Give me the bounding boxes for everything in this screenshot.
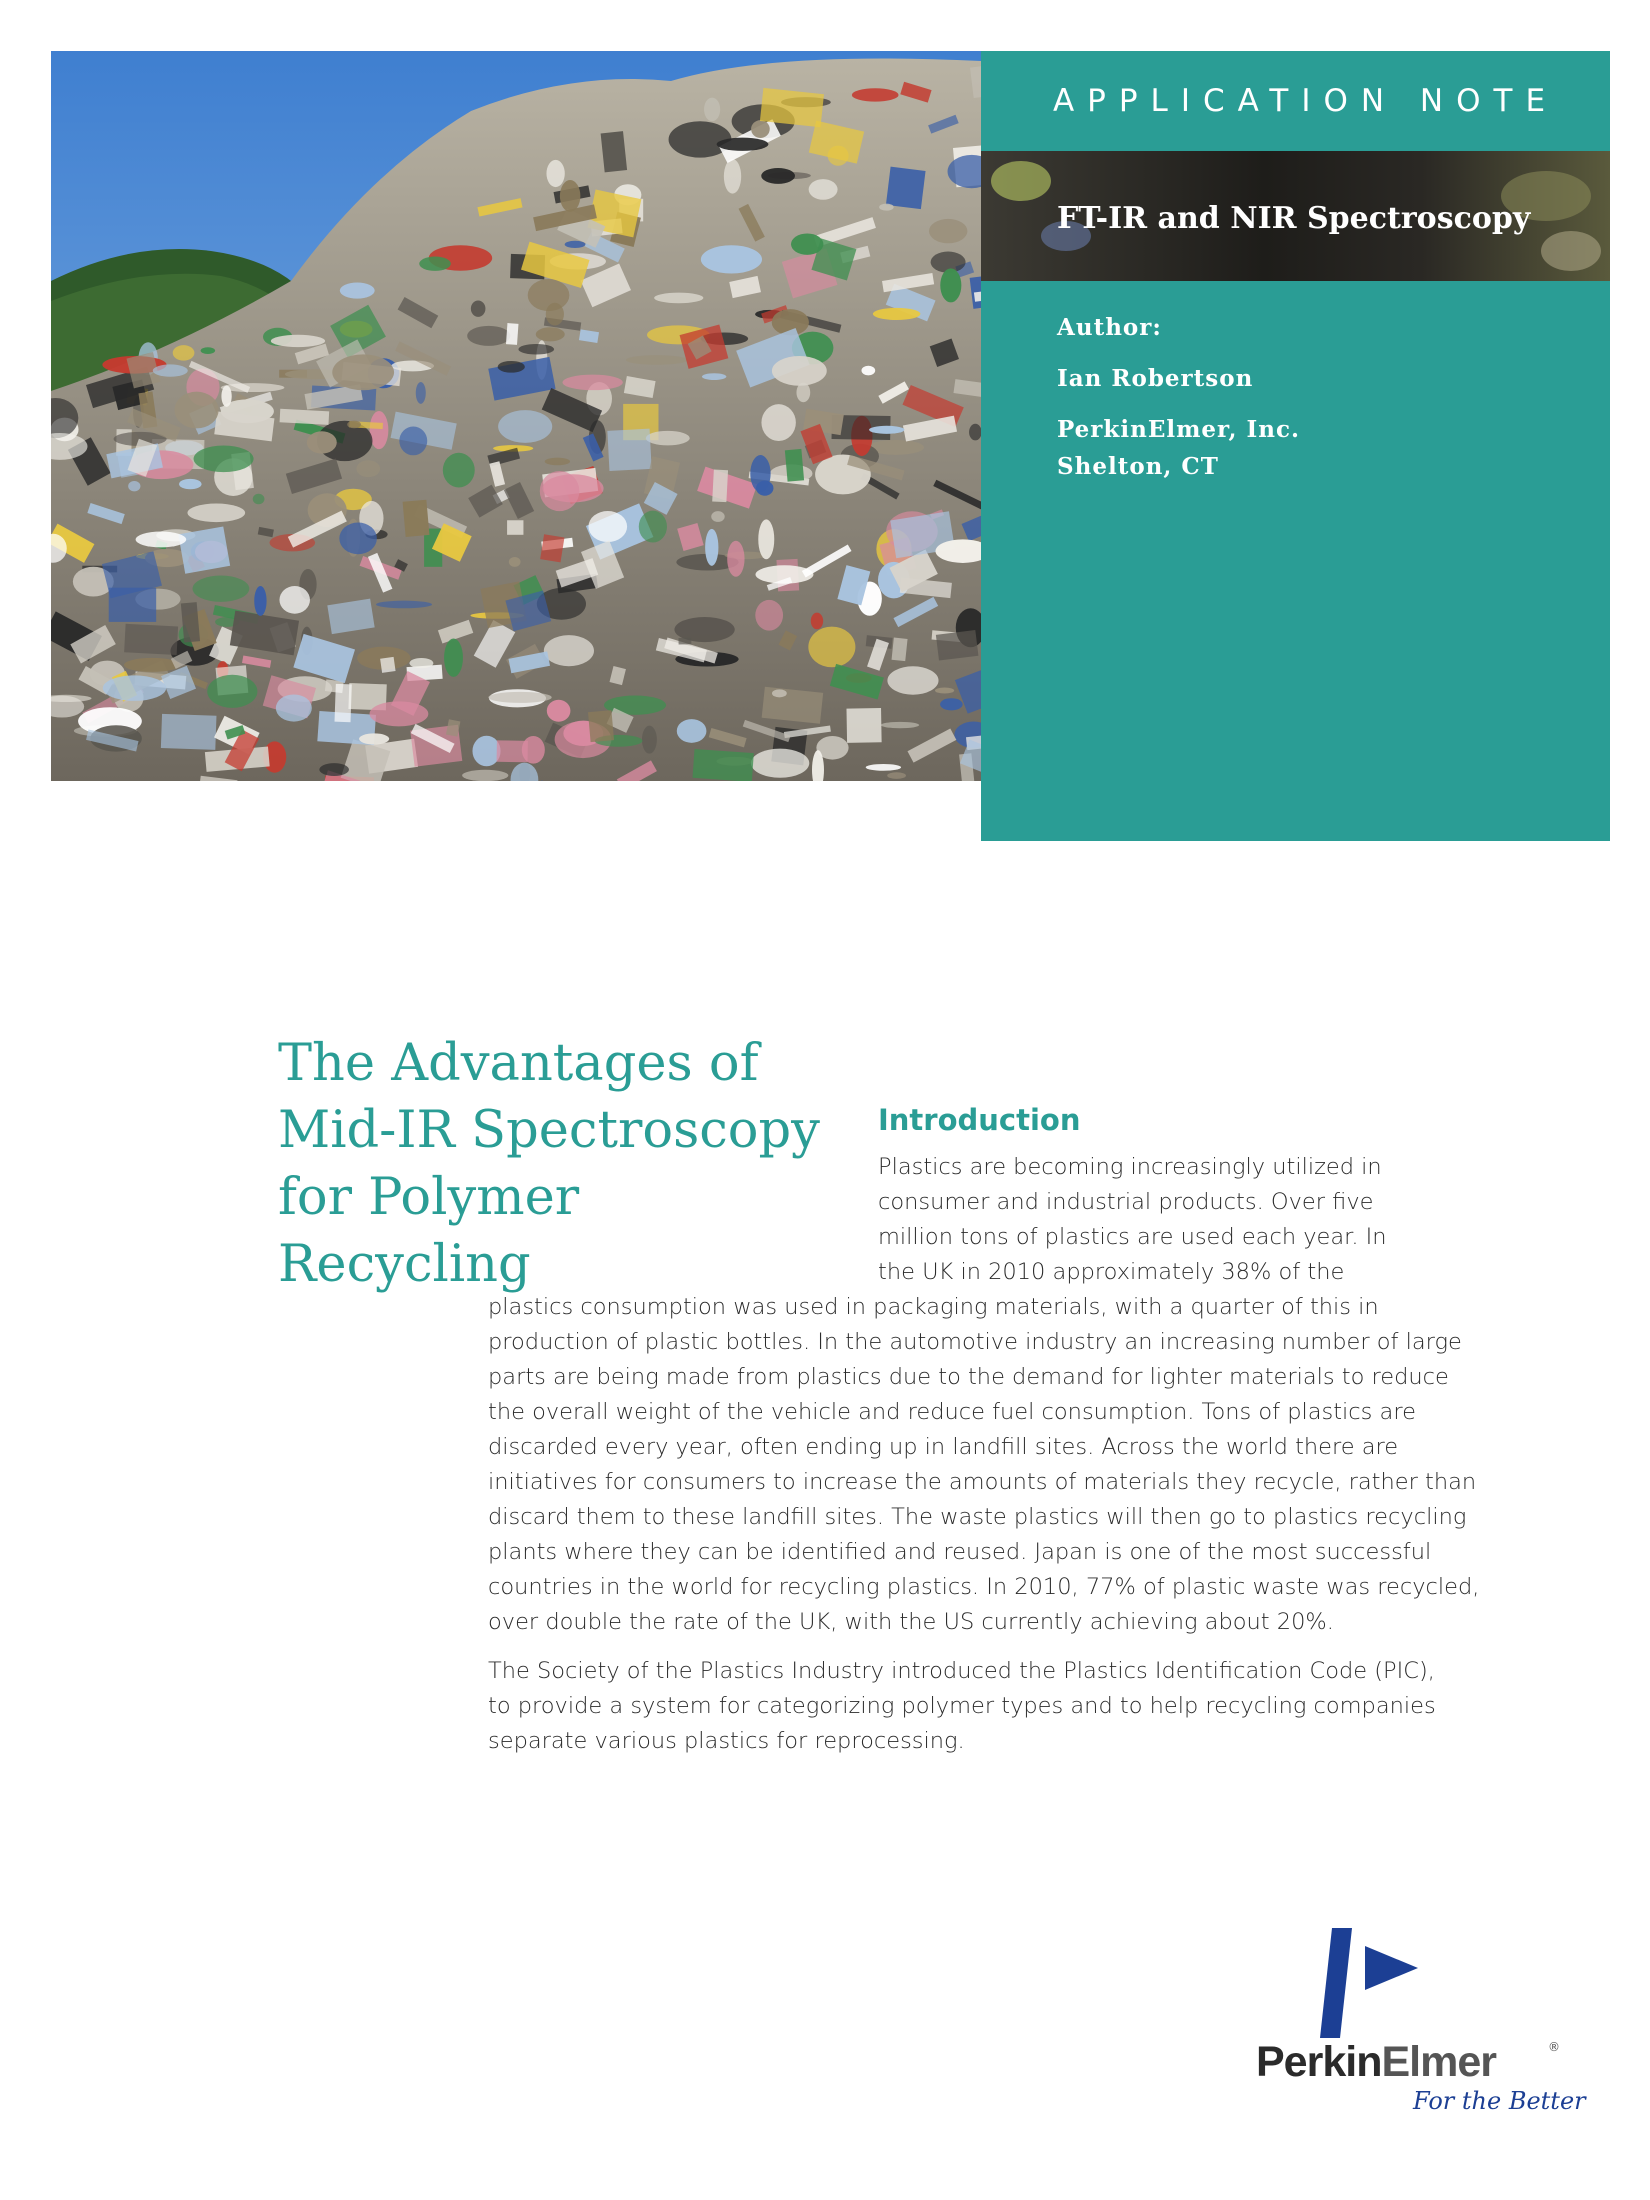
debris-piece (488, 692, 551, 703)
debris-piece (416, 382, 426, 404)
debris-piece (639, 511, 667, 543)
debris-piece (727, 541, 744, 577)
debris-piece (471, 301, 486, 317)
document-title (278, 1030, 838, 1298)
debris-piece (717, 138, 769, 151)
paragraph-line: over double the rate of the UK, with the US currently achieving about 20%. (488, 1609, 1334, 1635)
debris-piece (356, 460, 380, 477)
debris-piece (887, 666, 938, 694)
debris-piece (560, 180, 580, 212)
debris-piece (785, 449, 804, 482)
author-block (1057, 309, 1300, 485)
debris-piece (201, 347, 215, 354)
debris-piece (887, 772, 906, 779)
debris-piece (936, 630, 979, 661)
debris-piece (705, 529, 718, 566)
debris-piece (940, 698, 963, 710)
debris-piece (755, 600, 783, 631)
debris-piece (808, 627, 855, 668)
debris-piece (509, 557, 521, 567)
debris-piece (178, 526, 230, 573)
debris-piece (702, 373, 726, 380)
title-line: The Advantages of (278, 1034, 759, 1093)
paragraph-line: the UK in 2010 approximately 38% of the (878, 1259, 1345, 1285)
debris-piece (380, 657, 395, 673)
debris-piece (540, 534, 564, 562)
debris-piece (852, 88, 899, 101)
author-label: Author: (1057, 314, 1162, 341)
debris-piece (187, 503, 245, 522)
registered-mark: ® (1548, 2040, 1560, 2054)
debris-piece (221, 385, 231, 406)
debris-piece (677, 719, 707, 743)
perkinelmer-logo-icon (1310, 1928, 1420, 2038)
application-note-banner: APPLICATION NOTE (1052, 83, 1559, 119)
debris-piece (399, 426, 427, 455)
debris-piece (772, 356, 827, 386)
paragraph-line: separate various plastics for reprocessing. (488, 1728, 965, 1754)
debris-piece (761, 404, 795, 441)
debris-piece (370, 701, 429, 726)
debris-piece (332, 354, 394, 390)
author-organization: PerkinElmer, Inc. (1057, 416, 1301, 443)
debris-piece (376, 601, 432, 609)
debris-piece (761, 168, 795, 184)
debris-piece (750, 455, 770, 492)
debris-piece (760, 88, 824, 127)
debris-piece (462, 770, 508, 781)
debris-piece (704, 98, 720, 122)
paragraph-line: parts are being made from plastics due to the demand for lighter materials to reduce (488, 1364, 1449, 1390)
debris-piece (444, 639, 463, 677)
debris-piece (646, 431, 690, 446)
title-line: for Polymer Recycling (278, 1168, 580, 1294)
title-line: Mid-IR Spectroscopy (278, 1101, 820, 1160)
debris-piece (347, 421, 361, 429)
paragraph-line: The Society of the Plastics Industry introduced the Plastics Identification Code (PIC), (488, 1658, 1435, 1684)
debris-piece (271, 335, 325, 347)
debris-piece (307, 431, 337, 453)
paragraph-line: plants where they can be identified and reused. Japan is one of the most successful (488, 1539, 1432, 1565)
debris-piece (128, 481, 140, 491)
cover-photo-landfill (51, 51, 981, 781)
debris-piece (544, 635, 594, 666)
paragraph-line: million tons of plastics are used each year. In (878, 1224, 1387, 1250)
debris-piece (370, 411, 389, 449)
debris-piece (136, 532, 187, 548)
logo-tagline: For the Better (1413, 2087, 1586, 2115)
author-location: Shelton, CT (1057, 453, 1219, 480)
category-title: FT-IR and NIR Spectroscopy (1057, 201, 1531, 236)
debris-piece (472, 736, 500, 767)
debris-piece (153, 364, 188, 376)
debris-piece (506, 323, 519, 345)
paragraph-line: the overall weight of the vehicle and reduce fuel consumption. Tons of plastics are (488, 1399, 1416, 1425)
debris-piece (528, 279, 570, 311)
debris-piece (642, 726, 657, 754)
debris-piece (724, 159, 741, 194)
debris-piece (935, 687, 954, 693)
debris-piece (103, 675, 166, 701)
debris-piece (207, 675, 257, 708)
debris-piece (929, 219, 967, 243)
debris-piece (280, 409, 330, 425)
debris-piece (846, 708, 881, 743)
debris-piece (712, 470, 728, 503)
header-panel (981, 51, 1610, 841)
debris-piece (253, 494, 265, 504)
debris-piece (339, 523, 377, 555)
debris-piece (711, 511, 724, 522)
debris-piece (124, 624, 178, 655)
debris-piece (758, 519, 774, 559)
debris-piece (254, 586, 266, 616)
debris-piece (565, 241, 586, 248)
debris-piece (543, 474, 604, 502)
paragraph-line: plastics consumption was used in packaging materials, with a quarter of this in (488, 1294, 1379, 1320)
author-name: Ian Robertson (1057, 365, 1254, 392)
debris-piece (179, 479, 202, 489)
debris-piece (869, 426, 904, 434)
debris-piece (562, 375, 622, 391)
debris-piece (809, 179, 838, 200)
paragraph-line: Plastics are becoming increasingly utilized in (878, 1154, 1382, 1180)
debris-piece (174, 392, 218, 429)
debris-piece (276, 694, 312, 721)
debris-piece (536, 327, 565, 341)
debris-piece (588, 710, 614, 742)
debris-piece (886, 167, 926, 209)
debris-piece (161, 714, 217, 750)
debris-piece (751, 749, 809, 778)
debris-piece (772, 689, 787, 697)
debris-piece (497, 740, 528, 762)
debris-piece (547, 700, 571, 722)
logo-perkin: Perkin (1256, 2038, 1382, 2086)
debris-piece (607, 429, 651, 471)
debris-piece (751, 120, 770, 138)
debris-piece (279, 586, 310, 614)
debris-piece (861, 366, 875, 376)
debris-piece (626, 355, 688, 365)
debris-piece (518, 344, 554, 355)
logo-elmer: Elmer (1381, 2038, 1496, 2086)
debris-piece (335, 684, 352, 722)
debris-piece (403, 500, 430, 537)
debris-piece (892, 638, 908, 662)
debris-piece (545, 458, 570, 466)
debris-piece (409, 658, 433, 668)
debris-piece (340, 283, 375, 299)
debris-piece (498, 361, 525, 373)
debris-piece (811, 613, 823, 630)
debris-piece (319, 763, 349, 776)
paragraph-line: initiatives for consumers to increase the amounts of materials they recycle, rather than (488, 1469, 1477, 1495)
debris-piece (194, 446, 254, 473)
debris-piece (654, 293, 703, 304)
paragraph-line: consumer and industrial products. Over five (878, 1189, 1374, 1215)
debris-piece (467, 326, 510, 346)
debris-piece (173, 345, 195, 361)
debris-piece (359, 733, 389, 744)
paragraph-line: to provide a system for categorizing polymer types and to help recycling companies (488, 1693, 1436, 1719)
debris-piece (443, 453, 475, 488)
debris-piece (866, 764, 901, 771)
debris-piece (692, 749, 753, 781)
logo-wordmark (1256, 2038, 1496, 2087)
debris-piece (678, 638, 691, 645)
paragraph-line: discard them to these landfill sites. The waste plastics will then go to plastics recycling (488, 1504, 1467, 1530)
debris-piece (701, 245, 762, 273)
debris-piece (601, 131, 627, 172)
paragraph-line: production of plastic bottles. In the automotive industry an increasing number of large (488, 1329, 1462, 1355)
debris-piece (588, 511, 627, 542)
landfill-illustration (51, 51, 981, 781)
debris-piece (546, 160, 564, 187)
debris-piece (762, 687, 824, 724)
debris-piece (193, 575, 250, 601)
debris-piece (873, 308, 921, 320)
paragraph-line: countries in the world for recycling plastics. In 2010, 77% of plastic waste was recycled, (488, 1574, 1480, 1600)
debris-piece (940, 268, 961, 302)
debris-piece (109, 588, 156, 622)
debris-piece (879, 204, 893, 211)
paragraph-line: discarded every year, often ending up in landfill sites. Across the world there are (488, 1434, 1399, 1460)
category-bar (981, 151, 1610, 281)
section-heading-introduction: Introduction (878, 1103, 1081, 1137)
debris-piece (419, 257, 451, 271)
debris-piece (498, 410, 552, 443)
debris-piece (881, 722, 919, 728)
debris-piece (507, 520, 523, 535)
